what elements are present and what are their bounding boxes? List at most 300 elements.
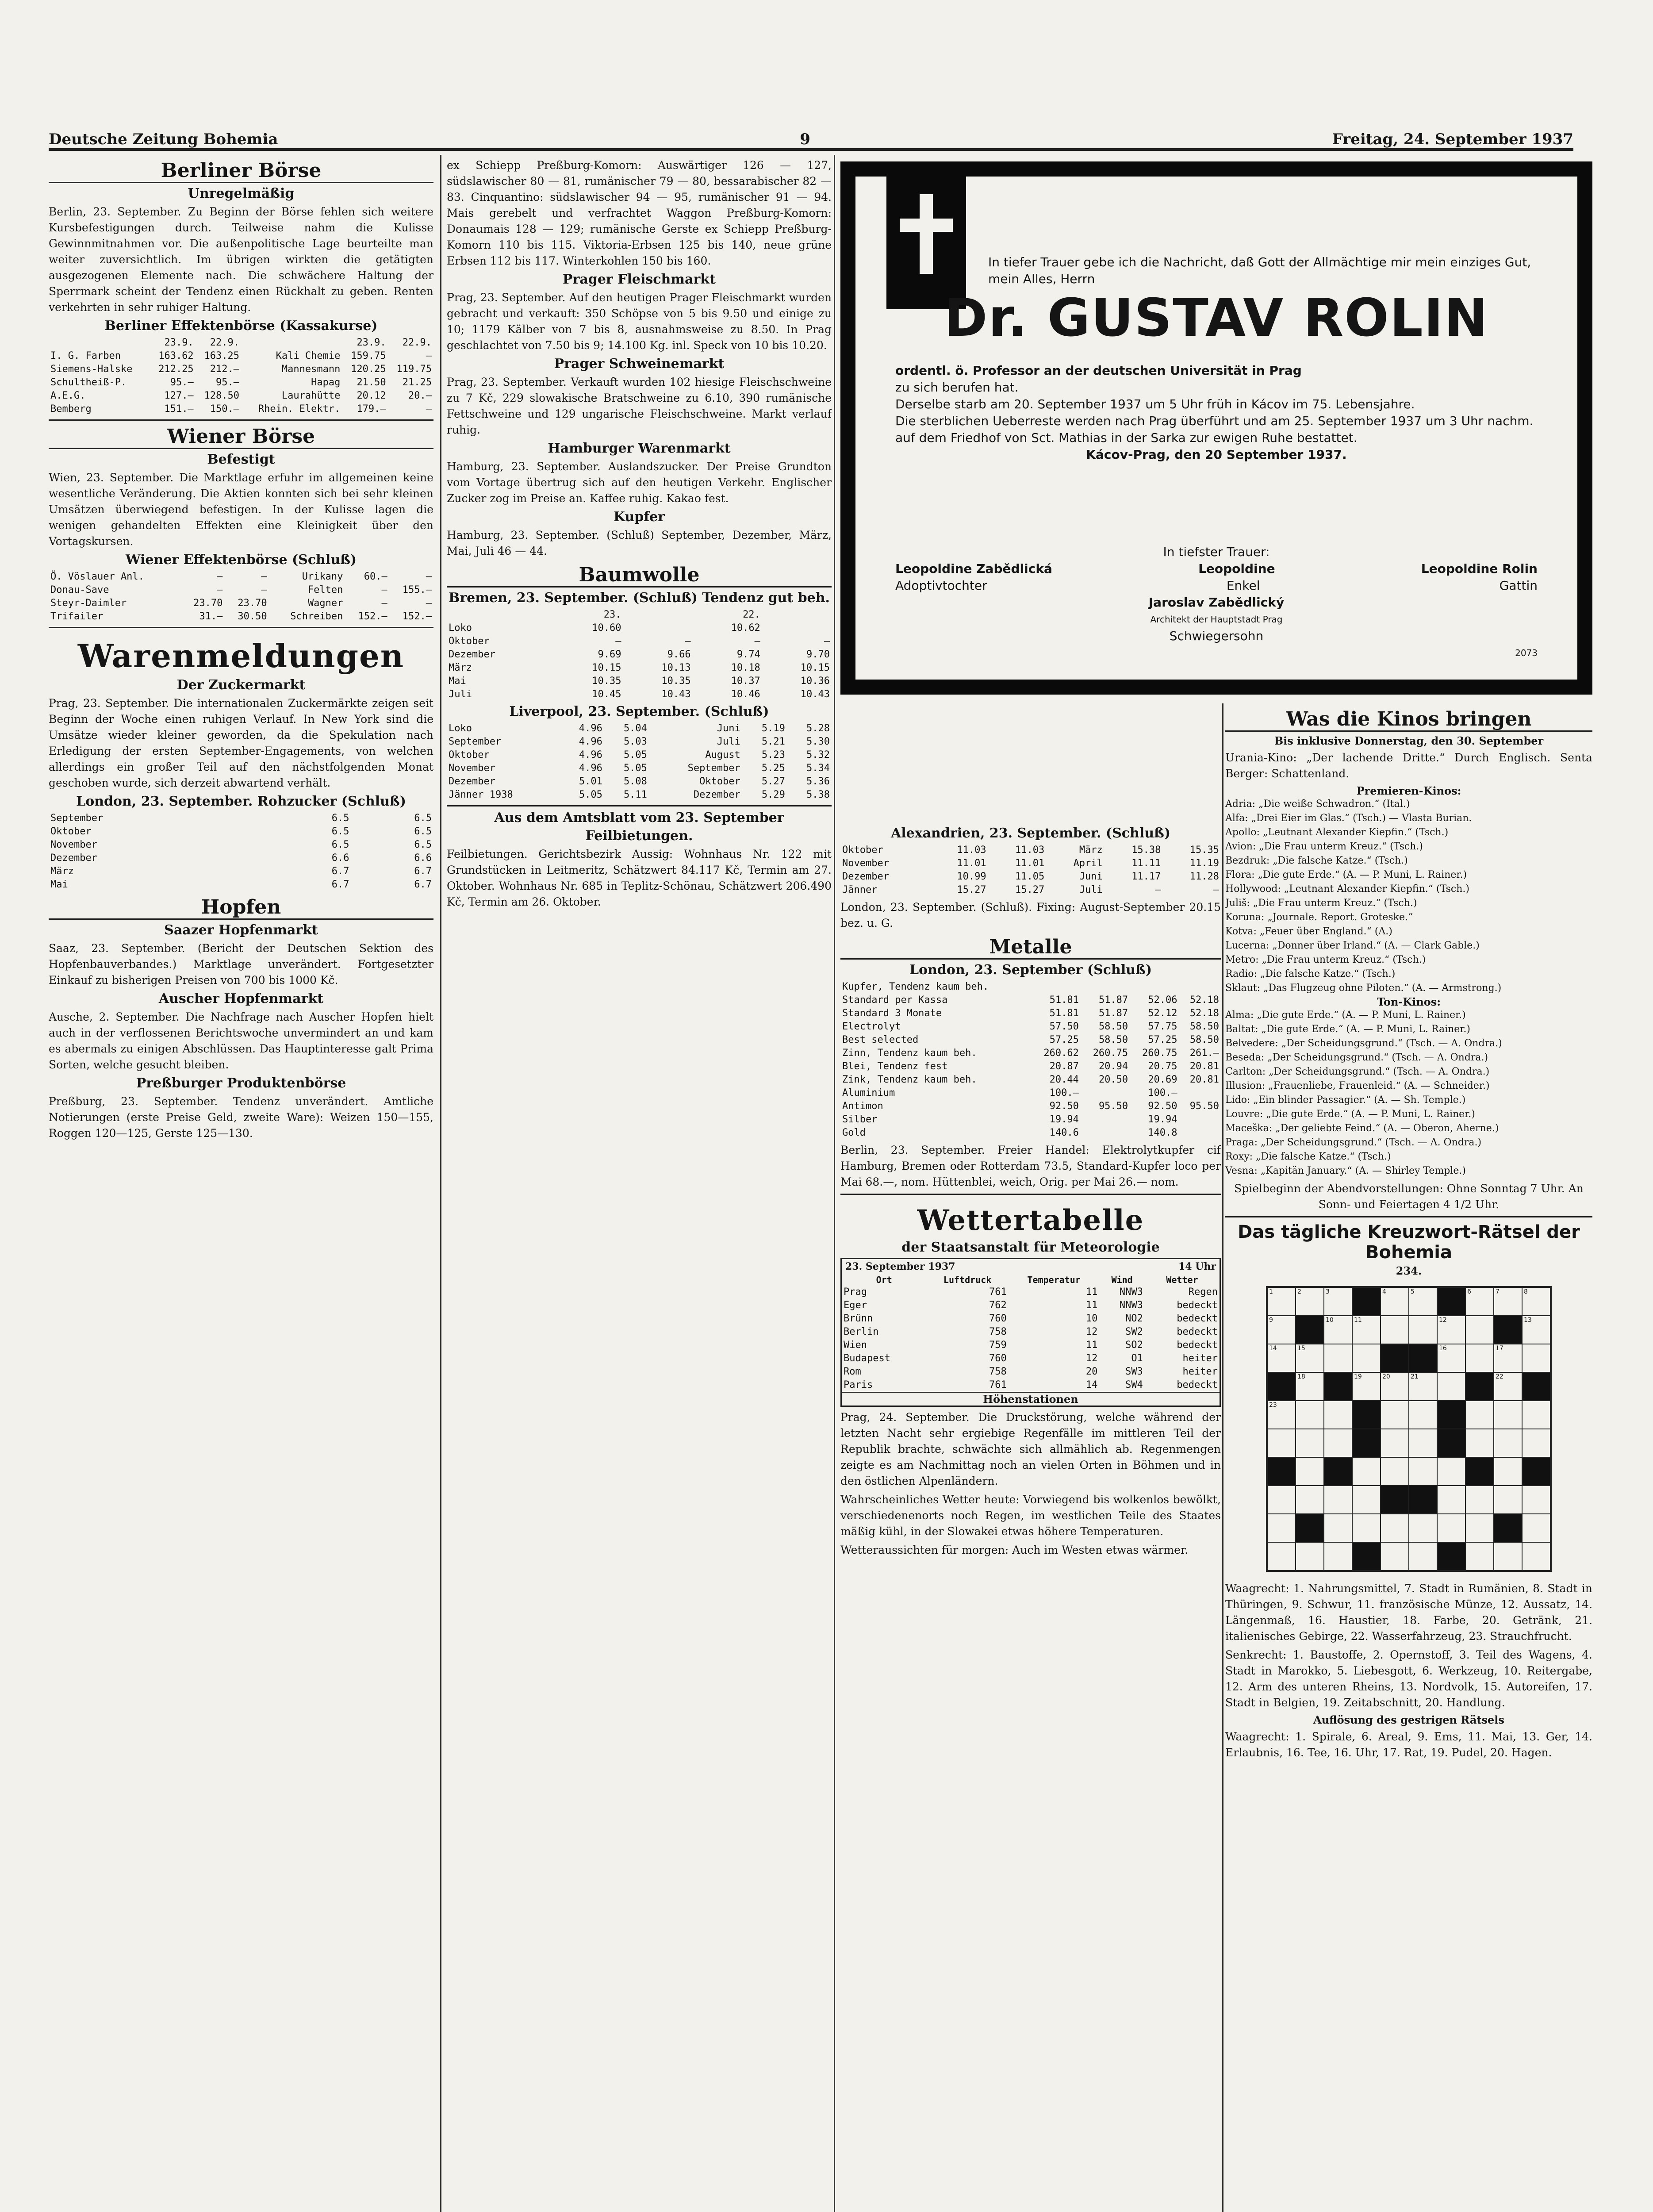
crossword-block — [1409, 1486, 1437, 1514]
crossword-block — [1352, 1542, 1381, 1571]
table-cell: 5.03 — [623, 736, 647, 747]
table-row — [49, 597, 433, 610]
table-cell: — — [824, 636, 830, 647]
crossword-cell[interactable] — [1381, 1542, 1409, 1571]
table-row — [49, 584, 433, 597]
crossword-cell[interactable] — [1465, 1401, 1494, 1429]
crossword-cell[interactable] — [1494, 1486, 1522, 1514]
table-cell: Bemberg — [50, 403, 92, 415]
crossword-cell[interactable] — [1522, 1542, 1550, 1571]
table-cell — [1081, 1087, 1130, 1100]
table-cell: Hapag — [311, 377, 341, 388]
weather-column-header: Ort — [876, 1275, 892, 1285]
table-row — [447, 788, 832, 802]
crossword-cell[interactable] — [1409, 1316, 1437, 1344]
table-cell: 4.96 — [579, 736, 602, 747]
table-cell: NNW3 — [1119, 1286, 1143, 1298]
table-cell: 51.81 — [1049, 995, 1079, 1006]
table-cell: 15.35 — [1189, 845, 1219, 856]
crossword-cell[interactable] — [1381, 1457, 1409, 1486]
table-row — [447, 675, 832, 688]
table-cell: 5.23 — [761, 749, 785, 760]
crossword-block — [1267, 1457, 1296, 1486]
table-cell: SW2 — [1125, 1326, 1143, 1337]
crossword-cell[interactable] — [1296, 1542, 1324, 1571]
obituary-signatures — [895, 544, 1538, 661]
table-cell: Blei, Tendenz fest — [842, 1061, 948, 1072]
crossword-number: 9 — [1269, 1317, 1273, 1324]
crossword-cell[interactable] — [1494, 1344, 1522, 1372]
header-page-number: 9 — [800, 131, 810, 148]
crossword-cell[interactable] — [1522, 1429, 1550, 1457]
table-cell — [1179, 1126, 1221, 1140]
table-cell: 21.25 — [402, 377, 432, 388]
table-cell: 10.36 — [800, 676, 830, 687]
crossword-cell[interactable] — [1296, 1401, 1324, 1429]
aufloesung-text: Waagrecht: 1. Spirale, 6. Areal, 9. Ems, 11. Mai, 13. Ger, 14. Erlaubnis, 16. Tee, 16. Uhr, 17. Rat, 19. Pudel, 20. Hagen. — [1225, 1730, 1592, 1759]
crossword-cell[interactable] — [1324, 1287, 1352, 1316]
crossword-cell[interactable] — [1409, 1401, 1437, 1429]
table-cell: 5.25 — [761, 763, 785, 774]
table-cell: — — [217, 571, 223, 582]
crossword-cell[interactable] — [1296, 1344, 1324, 1372]
fleischmarkt-text: Prag, 23. September. Auf den heutigen Prager Fleischmarkt wurden gebracht und verkauft: 350 Schöpse von 5 bis 9.50 und einige zu 10; 1179 Kälber von 7 bis 8, ausnahmsweise zu 8.50. In Prag geschlachtet von 7.50 bis 9; 14.100 Kg. inl. Speck von 10 bis 10.20. — [447, 291, 832, 352]
signer-name: Leopoldine Zabědlická — [895, 561, 1052, 576]
crossword-cell[interactable] — [1267, 1514, 1296, 1542]
crossword-cell[interactable] — [1381, 1514, 1409, 1542]
crossword-cell[interactable] — [1522, 1316, 1550, 1344]
tonkinos-title: Ton-Kinos: — [1377, 995, 1441, 1008]
table-cell — [1032, 980, 1081, 994]
signer-son-name: Jaroslav Zabědlický — [1148, 595, 1285, 610]
table-cell: November — [449, 763, 495, 774]
obituary-mourning: In tiefster Trauer: — [1163, 545, 1270, 559]
crossword-number: 3 — [1326, 1288, 1330, 1295]
table-row — [840, 883, 1221, 897]
amtsblatt-title: Aus dem Amtsblatt vom 23. September — [494, 810, 784, 826]
crossword-cell[interactable] — [1465, 1316, 1494, 1344]
running-header — [49, 117, 1573, 151]
crossword-cell[interactable] — [1494, 1287, 1522, 1316]
table-cell: 9.66 — [667, 649, 691, 660]
list-item: Kotva: „Feuer über England.“ (A.) — [1225, 926, 1392, 937]
table-cell: 15.27 — [957, 884, 986, 895]
table-cell: 5.32 — [806, 749, 830, 760]
table-cell: 10.35 — [592, 676, 621, 687]
crossword-block — [1296, 1514, 1324, 1542]
table-cell: 150.— — [210, 403, 239, 415]
crossword-block — [1267, 1372, 1296, 1401]
zucker-text: Prag, 23. September. Die internationalen Zuckermärkte zeigen seit Beginn der Woche einen ruhigen Verlauf. In New York sind die Umsätze wieder kleiner geworden, da die Spekulation nach Erledigung der ersten September-Engagements, von welchen allerdings ein großer Teil auf den nächstfolgenden Monat geschoben wurde, sich derzeit abwartend verhält. — [49, 697, 433, 789]
table-cell: 758 — [989, 1326, 1007, 1337]
crossword-cell[interactable] — [1437, 1457, 1465, 1486]
waagrecht-clues: Waagrecht: 1. Nahrungsmittel, 7. Stadt in Rumänien, 8. Stadt in Thüringen, 9. Schwur, 11. französische Münze, 12. Aussatz, 14. Längenmaß, 16. Haustier, 18. Farbe, 20. Getränk, 21. italienisches Gebirge, 22. Wasserfahrzeug, 23. Strauchfrucht. — [1225, 1582, 1592, 1643]
table-cell: Mai — [449, 676, 466, 687]
table-cell — [1081, 1126, 1130, 1140]
list-item: Apollo: „Leutnant Alexander Kiepfin.“ (Tsch.) — [1225, 827, 1449, 838]
crossword-cell[interactable] — [1494, 1542, 1522, 1571]
crossword-cell[interactable] — [1465, 1542, 1494, 1571]
table-row — [447, 608, 832, 622]
table-cell: 11 — [1085, 1340, 1098, 1351]
table-cell: 20 — [1085, 1366, 1098, 1377]
table-row — [840, 857, 1221, 870]
table-cell: Oktober — [449, 749, 490, 760]
table-cell: 12 — [1085, 1353, 1098, 1364]
crossword-cell[interactable] — [1267, 1344, 1296, 1372]
table-cell: 58.50 — [1189, 1034, 1219, 1045]
table-cell: 5.21 — [761, 736, 785, 747]
crossword-cell[interactable] — [1324, 1344, 1352, 1372]
table-cell: 20.81 — [1189, 1074, 1219, 1085]
table-cell: 759 — [989, 1340, 1007, 1351]
weather-forecast: Wahrscheinliches Wetter heute: Vorwiegend bis wolkenlos bewölkt, verschiedenenorts noch Regen, im westlichen Teile des Staates mäßig kühl, in der Slowakei etwas höhere Temperaturen. — [840, 1493, 1221, 1538]
effekten-title: Berliner Effektenbörse (Kassakurse) — [104, 318, 378, 334]
crossword-cell[interactable] — [1465, 1514, 1494, 1542]
crossword-number: 4 — [1382, 1288, 1386, 1295]
table-cell: 11.28 — [1189, 871, 1219, 882]
weather-table-frame — [840, 1258, 1221, 1407]
crossword-cell[interactable] — [1409, 1542, 1437, 1571]
table-row — [842, 1365, 1220, 1379]
table-cell: 6.7 — [331, 866, 349, 877]
spielzeiten: Spielbeginn der Abendvorstellungen: Ohne Sonntag 7 Uhr. An Sonn- und Feiertagen 4 1/2 Uhr. — [1234, 1182, 1584, 1211]
table-cell: Loko — [449, 723, 472, 734]
table-cell: 261.— — [1189, 1048, 1219, 1059]
table-cell: Juni — [1079, 871, 1103, 882]
crossword-cell[interactable] — [1267, 1429, 1296, 1457]
crossword-number: 20 — [1382, 1373, 1390, 1380]
table-cell: 5.27 — [761, 776, 785, 787]
list-item: Bezdruk: „Die falsche Katze.“ (Tsch.) — [1225, 855, 1408, 866]
table-cell: 11.05 — [1015, 871, 1045, 882]
crossword-cell[interactable] — [1267, 1486, 1296, 1514]
crossword-cell[interactable] — [1352, 1372, 1381, 1401]
crossword-cell[interactable] — [1522, 1486, 1550, 1514]
list-item: Juliš: „Die Frau unterm Kreuz.“ (Tsch.) — [1225, 898, 1417, 909]
hopfen-text: Saaz, 23. September. (Bericht der Deutschen Sektion des Hopfenbauverbandes.) Marktlage unverändert. Fortgesetzter Einkauf zu bisherigen Preisen von 700 bis 1000 Kč. — [49, 942, 433, 987]
crossword-cell[interactable] — [1296, 1372, 1324, 1401]
crossword-number: 19 — [1354, 1373, 1362, 1380]
table-cell — [1179, 1113, 1221, 1126]
table-row — [842, 1325, 1220, 1339]
crossword-number: 15 — [1297, 1345, 1305, 1352]
table-cell: bedeckt — [1177, 1313, 1218, 1324]
obituary-called: zu sich berufen hat. — [895, 380, 1019, 395]
list-item: Metro: „Die Frau unterm Kreuz.“ (Tsch.) — [1225, 954, 1426, 965]
table-cell: 95.— — [170, 377, 194, 388]
crossword-cell[interactable] — [1296, 1287, 1324, 1316]
table-cell: 152.— — [358, 611, 387, 622]
alexandrien-table — [840, 844, 1221, 897]
crossword-cell[interactable] — [1267, 1401, 1296, 1429]
metalle-title: Metalle — [840, 936, 1221, 960]
table-cell: SW4 — [1125, 1379, 1143, 1390]
crossword-cell[interactable] — [1267, 1542, 1296, 1571]
pressburg-title: Preßburger Produktenbörse — [136, 1075, 346, 1091]
crossword-cell[interactable] — [1465, 1287, 1494, 1316]
wiener-effekten-title: Wiener Effektenbörse (Schluß) — [125, 552, 357, 568]
signer-role: Enkel — [1226, 578, 1260, 593]
table-row — [842, 1286, 1220, 1299]
crossword-cell[interactable] — [1409, 1429, 1437, 1457]
crossword-cell[interactable] — [1296, 1486, 1324, 1514]
table-cell: — — [381, 584, 387, 595]
table-cell: Dezember — [50, 853, 97, 864]
auscher-text: Ausche, 2. September. Die Nachfrage nach Auscher Hopfen hielt auch in der verflossenen Berichtswoche unvermindert an und kam es abermals zu einigen Abschlüssen. Das Hauptinteresse galt Prima Sorten, welche gesucht bleiben. — [49, 1010, 433, 1071]
amtsblatt-text: Feilbietungen. Gerichtsbezirk Aussig: Wohnhaus Nr. 122 mit Grundstücken in Leitmeritz, Schätzwert 84.117 Kč, Termin am 27. Oktober. Wohnhaus Nr. 685 in Teplitz-Schönau, Schätzwert 206.490 Kč, Termin am 26. Oktober. — [447, 848, 832, 908]
crossword-cell[interactable] — [1437, 1514, 1465, 1542]
crossword-number: 7 — [1496, 1288, 1500, 1295]
table-cell: SO2 — [1125, 1340, 1143, 1351]
crossword-block — [1352, 1429, 1381, 1457]
weather-column-header: Wind — [1111, 1275, 1133, 1285]
table-cell: 127.— — [164, 390, 194, 401]
table-cell: 5.38 — [806, 789, 830, 800]
crossword-cell[interactable] — [1267, 1316, 1296, 1344]
table-cell: 6.5 — [331, 813, 349, 824]
obituary-title: ordentl. ö. Professor an der deutschen Universität in Prag — [895, 363, 1302, 378]
wettertabelle-title: Wettertabelle — [917, 1204, 1144, 1237]
crossword-cell[interactable] — [1437, 1372, 1465, 1401]
list-item: Praga: „Der Scheidungsgrund.“ (Tsch. — A. Ondra.) — [1225, 1137, 1482, 1148]
crossword-number: 22 — [1496, 1373, 1503, 1380]
crossword-number: 8 — [1524, 1288, 1528, 1295]
table-cell: Dezember — [842, 871, 889, 882]
crossword-cell[interactable] — [1494, 1401, 1522, 1429]
table-cell: 140.6 — [1049, 1127, 1079, 1138]
list-item: Radio: „Die falsche Katze.“ (Tsch.) — [1225, 968, 1396, 979]
crossword-cell[interactable] — [1522, 1514, 1550, 1542]
crossword-cell[interactable] — [1494, 1372, 1522, 1401]
table-cell: — — [1155, 884, 1161, 895]
table-cell: 11 — [1085, 1286, 1098, 1298]
crossword-number: 1 — [1269, 1288, 1273, 1295]
schweinemarkt-text: Prag, 23. September. Verkauft wurden 102 hiesige Fleischschweine zu 7 Kč, 229 slowakische Bratschweine zu 6.10, 390 rumänische Fettschweine und 129 ungarische Fleischschweine. Markt verlauf ruhig. — [447, 376, 832, 436]
table-cell: Zinn, Tendenz kaum beh. — [842, 1048, 977, 1059]
table-cell: 100.— — [1049, 1087, 1079, 1098]
berliner-boerse-text: Berlin, 23. September. Zu Beginn der Börse fehlen sich weitere Kursbefestigungen durch. Teilweise nahm die Kulisse Gewinnmitnahmen vor. Die außenpolitische Lage beurteilte man weiter zuversichtlich. Im übrigen wirkten die getätigten ausgezogenen Elemente nach. Die schwächere Haltung der Sperrmark scheint der Tendenz einen Rückhalt zu geben. Renten verkehrten in sehr ruhiger Haltung. — [49, 205, 433, 314]
metalle-table — [840, 980, 1221, 1140]
crossword-number: 13 — [1524, 1317, 1532, 1324]
table-cell: Brünn — [844, 1313, 873, 1324]
table-cell: 10.13 — [661, 662, 691, 673]
ton-list — [1225, 1008, 1592, 1178]
crossword-block — [1437, 1542, 1465, 1571]
table-row — [842, 1312, 1220, 1325]
list-item: Roxy: „Die falsche Katze.“ (Tsch.) — [1225, 1151, 1391, 1162]
obituary-place: Kácov-Prag, den 20 September 1937. — [1086, 447, 1347, 462]
list-item: Beseda: „Der Scheidungsgrund.“ (Tsch. — A. Ondra.) — [1225, 1052, 1488, 1063]
crossword-cell[interactable] — [1381, 1372, 1409, 1401]
table-row — [49, 610, 433, 623]
crossword-cell[interactable] — [1465, 1486, 1494, 1514]
table-cell: 758 — [989, 1366, 1007, 1377]
crossword-cell[interactable] — [1324, 1514, 1352, 1542]
table-cell: Oktober — [699, 776, 740, 787]
table-cell: Eger — [844, 1300, 867, 1311]
crossword-cell[interactable] — [1522, 1287, 1550, 1316]
crossword-cell[interactable] — [1494, 1457, 1522, 1486]
table-cell: 120.25 — [351, 364, 386, 375]
table-row — [49, 838, 433, 852]
table-row — [447, 735, 832, 749]
crossword-block — [1324, 1372, 1352, 1401]
table-cell: 22.9. — [402, 337, 432, 348]
table-cell: 52.18 — [1189, 1008, 1219, 1019]
header-paper-name: Deutsche Zeitung Bohemia — [49, 131, 278, 148]
table-cell: Trifailer — [50, 611, 104, 622]
crossword-cell[interactable] — [1352, 1486, 1381, 1514]
list-item: Louvre: „Die gute Erde.“ (A. — P. Muni, L. Rainer.) — [1225, 1109, 1475, 1120]
table-cell: A.E.G. — [50, 390, 86, 401]
crossword-cell[interactable] — [1324, 1542, 1352, 1571]
crossword-cell[interactable] — [1324, 1429, 1352, 1457]
wiener-boerse-subtitle: Befestigt — [207, 452, 275, 467]
crossword-cell[interactable] — [1381, 1316, 1409, 1344]
crossword-cell[interactable] — [1324, 1316, 1352, 1344]
table-cell: 31.— — [199, 611, 223, 622]
table-row — [840, 1087, 1221, 1100]
crossword-cell[interactable] — [1409, 1457, 1437, 1486]
crossword-cell[interactable] — [1352, 1344, 1381, 1372]
list-item: Vesna: „Kapitän January.“ (A. — Shirley Temple.) — [1225, 1165, 1466, 1176]
crossword-cell[interactable] — [1381, 1401, 1409, 1429]
crossword-cell[interactable] — [1381, 1429, 1409, 1457]
table-row — [840, 980, 1221, 994]
table-cell: 260.75 — [1142, 1048, 1177, 1059]
crossword-block — [1522, 1457, 1550, 1486]
signer-son-rel: Schwiegersohn — [1169, 629, 1264, 643]
crossword-cell[interactable] — [1409, 1287, 1437, 1316]
crossword-block — [1409, 1344, 1437, 1372]
crossword-cell[interactable] — [1352, 1316, 1381, 1344]
table-cell: 21.50 — [357, 377, 386, 388]
obituary-notice — [840, 161, 1592, 695]
list-item: Flora: „Die gute Erde.“ (A. — P. Muni, L. Rainer.) — [1225, 869, 1467, 880]
table-cell: Antimon — [842, 1101, 883, 1112]
schweinemarkt-title: Prager Schweinemarkt — [554, 356, 725, 372]
table-cell: Prag — [844, 1286, 867, 1298]
crossword-cell[interactable] — [1324, 1486, 1352, 1514]
table-cell: Wien — [844, 1340, 867, 1351]
crossword-cell[interactable] — [1296, 1457, 1324, 1486]
crossword-cell[interactable] — [1381, 1287, 1409, 1316]
table-row — [49, 865, 433, 878]
table-cell: 155.— — [402, 584, 432, 595]
table-cell: 119.75 — [396, 364, 432, 375]
table-cell: 19.94 — [1049, 1114, 1079, 1125]
table-cell: September — [50, 813, 104, 824]
crossword-cell[interactable] — [1409, 1372, 1437, 1401]
table-cell: Silber — [842, 1114, 878, 1125]
london-zucker-table — [49, 812, 433, 891]
table-cell: Mannesmann — [281, 364, 341, 375]
crossword-cell[interactable] — [1522, 1401, 1550, 1429]
table-cell: 10.43 — [800, 689, 830, 700]
table-row — [49, 389, 433, 403]
crossword-cell[interactable] — [1267, 1287, 1296, 1316]
crossword-number: 12 — [1439, 1317, 1447, 1324]
obituary-name: Dr. GUSTAV ROLIN — [944, 287, 1489, 348]
table-row — [840, 1113, 1221, 1126]
list-item: Carlton: „Der Scheidungsgrund.“ (Tsch. — A. Ondra.) — [1225, 1066, 1490, 1077]
table-cell: 163.62 — [158, 350, 194, 361]
table-cell: 11.17 — [1131, 871, 1161, 882]
table-row — [49, 570, 433, 584]
table-cell: März — [1079, 845, 1103, 856]
table-cell: Schreiben — [290, 611, 343, 622]
table-cell: 260.75 — [1093, 1048, 1128, 1059]
table-row — [447, 661, 832, 675]
crossword-cell[interactable] — [1352, 1457, 1381, 1486]
liverpool-title: Liverpool, 23. September. (Schluß) — [509, 704, 769, 719]
crossword-cell[interactable] — [1437, 1486, 1465, 1514]
table-cell: August — [705, 749, 740, 760]
table-cell: O1 — [1131, 1353, 1143, 1364]
obituary-burial: Die sterblichen Ueberreste werden nach Prag überführt und am 25. September 1937 um 3 Uhr nachm. auf dem Friedhof von Sct. Mathias in der Sarka zur ewigen Ruhe bestattet. — [895, 414, 1534, 445]
crossword-cell[interactable] — [1522, 1344, 1550, 1372]
table-cell: Ö. Vöslauer Anl. — [50, 571, 144, 582]
list-item: Illusion: „Frauenliebe, Frauenleid.“ (A. — Schneider.) — [1225, 1080, 1490, 1091]
table-cell: 163.25 — [204, 350, 239, 361]
warenmeldungen-title: Warenmeldungen — [77, 637, 405, 675]
crossword-cell[interactable] — [1296, 1429, 1324, 1457]
crossword-cell[interactable] — [1409, 1514, 1437, 1542]
table-row — [447, 635, 832, 648]
table-cell: Oktober — [50, 826, 92, 837]
crossword-cell[interactable] — [1437, 1316, 1465, 1344]
table-cell: 761 — [989, 1286, 1007, 1298]
column-rule — [440, 155, 441, 2212]
crossword-number: 23 — [1269, 1402, 1277, 1409]
crossword-cell[interactable] — [1437, 1344, 1465, 1372]
table-cell: 10.15 — [800, 662, 830, 673]
signer-role: Adoptivtochter — [895, 578, 987, 593]
table-cell: 10.35 — [661, 676, 691, 687]
crossword-cell[interactable] — [1352, 1514, 1381, 1542]
crossword-cell[interactable] — [1465, 1344, 1494, 1372]
table-cell: Juli — [1079, 884, 1103, 895]
table-cell: 6.5 — [414, 839, 432, 850]
table-cell: 6.7 — [414, 866, 432, 877]
effekten-table — [49, 336, 433, 416]
table-cell: Wagner — [307, 598, 343, 609]
table-cell: 92.50 — [1049, 1101, 1079, 1112]
crossword-block — [1494, 1316, 1522, 1344]
list-item: Maceška: „Der geliebte Feind.“ (A. — Oberon, Aherne.) — [1225, 1123, 1499, 1134]
berliner-boerse-subtitle: Unregelmäßig — [188, 186, 295, 201]
kreuzwort-title: Das tägliche Kreuzwort-Rätsel der Bohemia — [1238, 1222, 1580, 1263]
list-item: Lido: „Ein blinder Passagier.“ (A. — Sh. Temple.) — [1225, 1094, 1466, 1106]
crossword-cell[interactable] — [1465, 1429, 1494, 1457]
table-cell: Jänner — [842, 884, 878, 895]
auscher-title: Auscher Hopfenmarkt — [158, 991, 324, 1006]
table-cell: Kupfer, Tendenz kaum beh. — [842, 981, 989, 992]
table-cell: 20.— — [408, 390, 432, 401]
table-cell: 5.05 — [623, 763, 647, 774]
crossword-cell[interactable] — [1494, 1429, 1522, 1457]
crossword-grid[interactable] — [1266, 1286, 1552, 1572]
table-cell — [623, 608, 692, 622]
table-cell: 11.01 — [957, 858, 986, 869]
table-cell: 52.12 — [1148, 1008, 1177, 1019]
crossword-cell[interactable] — [1324, 1401, 1352, 1429]
table-cell: November — [50, 839, 97, 850]
table-cell: November — [842, 858, 889, 869]
table-cell — [241, 336, 342, 349]
table-cell — [1081, 980, 1130, 994]
